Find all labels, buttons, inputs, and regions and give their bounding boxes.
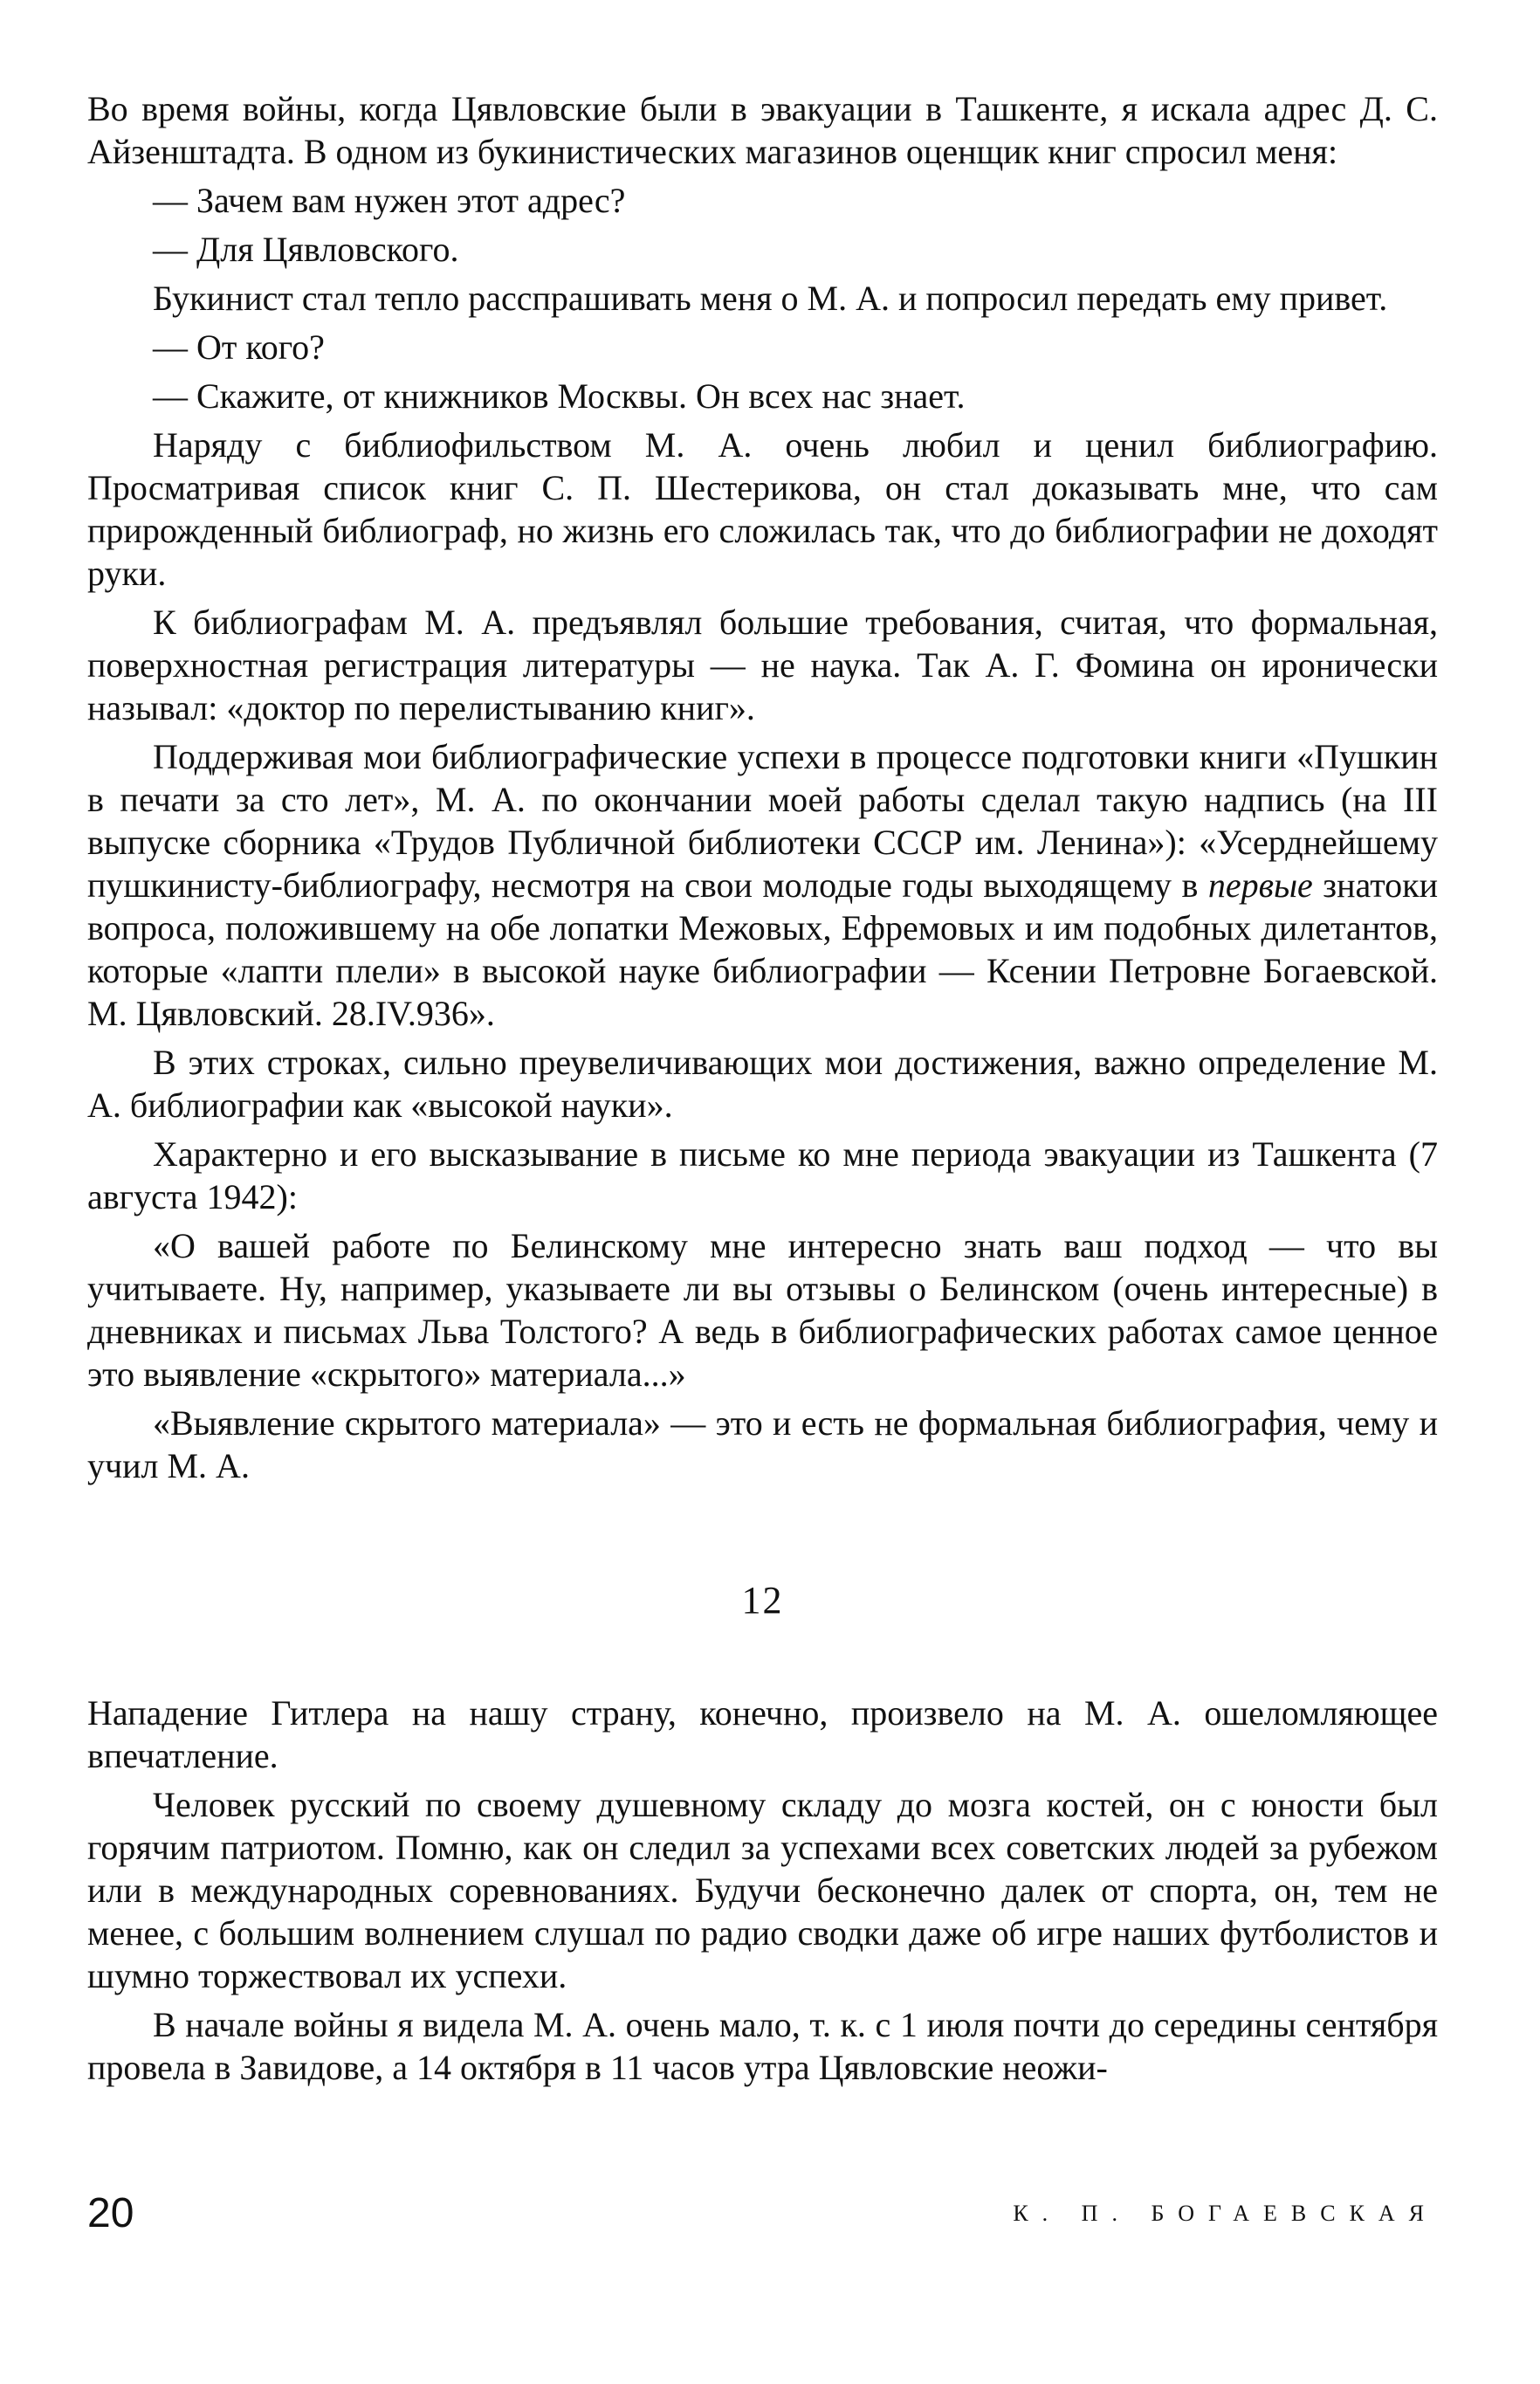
paragraph-group-top xyxy=(87,87,1438,729)
paragraph: Наряду с библиофильством М. А. очень любил и ценил библиографию. Просматривая список книг С. П. Шестерикова, он стал доказывать мне, что сам прирожденный библиограф, но жизнь его сложилась так, что до библиографии не доходят руки. xyxy=(87,425,1438,593)
paragraph: Характерно и его высказывание в письме ко мне периода эвакуации из Ташкента (7 августа 1942): xyxy=(87,1134,1438,1216)
paragraph: К библиографам М. А. предъявлял большие требования, считая, что формальная, поверхностная регистрация литературы — не наука. Так А. Г. Фомина он иронически называл: «доктор по перелистыванию книг». xyxy=(87,603,1438,727)
page-footer xyxy=(87,2188,1438,2240)
paragraph: Во время войны, когда Цявловские были в эвакуации в Ташкенте, я искала адрес Д. С. Айзенштадта. В одном из букинистических магазинов оценщик книг спросил меня: xyxy=(87,89,1438,171)
inscription-text-start: Поддерживая мои библиографические успехи в процессе подготовки книги «Пушкин в печати за сто лет», М. А. по окончании моей работы сделал такую надпись (на III выпуске сборника «Трудов Публичной библиотеки СССР им. Ленина»): «Усерднейшему пушкинисту-библиографу, несмотря на свои молодые годы выходящему в xyxy=(87,737,1438,905)
running-author: К. П. БОГАЕВСКАЯ xyxy=(1013,2201,1438,2226)
inscription-text-end: знатоки вопроса, положившему на обе лопатки Межовых, Ефремовых и им подобных дилетантов, которые «лапти плели» в высокой науке библиографии — Ксении Петровне Богаевской. М. Цявловский. 28.IV.936». xyxy=(87,865,1438,1033)
paragraph-group-middle xyxy=(87,1041,1438,1487)
paragraph: — Зачем вам нужен этот адрес? xyxy=(153,181,626,220)
paragraph: Нападение Гитлера на нашу страну, конечно, произвело на М. А. ошеломляющее впечатление. xyxy=(87,1693,1438,1775)
paragraph: — Для Цявловского. xyxy=(153,230,459,269)
paragraph: «О вашей работе по Белинскому мне интересно знать ваш подход — что вы учитываете. Ну, например, указываете ли вы отзывы о Белинском (очень интересные) в дневниках и письмах Льва Толстого? А ведь в библиографических работах самое ценное это выявление «скрытого» материала...» xyxy=(87,1226,1438,1394)
chapter-number: 12 xyxy=(741,1579,784,1622)
paragraph: «Выявление скрытого материала» — это и есть не формальная библиография, чему и учил М. А. xyxy=(87,1403,1438,1485)
paragraph-group-bottom xyxy=(87,1692,1438,2089)
paragraph: В этих строках, сильно преувеличивающих мои достижения, важно определение М. А. библиографии как «высокой науки». xyxy=(87,1043,1438,1125)
paragraph: — Скажите, от книжников Москвы. Он всех нас знает. xyxy=(153,376,966,416)
paragraph: Человек русский по своему душевному складу до мозга костей, он с юности был горячим патриотом. Помню, как он следил за успехами всех советских людей за рубежом или в международных соревнованиях. Будучи бесконечно далек от спорта, он, тем не менее, с большим волнением слушал по радио сводки даже об игре наших футболистов и шумно торжествовал их успехи. xyxy=(87,1785,1438,1995)
paragraph: В начале войны я видела М. А. очень мало, т. к. с 1 июля почти до середины сентября провела в Завидове, а 14 октября в 11 часов утра Цявловские неожи- xyxy=(87,2005,1438,2087)
paragraph: Букинист стал тепло расспрашивать меня о М. А. и попросил передать ему привет. xyxy=(153,279,1388,318)
paragraph-inscription xyxy=(87,735,1438,1035)
paragraph: — От кого? xyxy=(153,327,325,367)
inscription-italic-word: первые xyxy=(1207,865,1313,905)
page-number: 20 xyxy=(87,2190,134,2236)
body-text xyxy=(87,87,1438,2095)
